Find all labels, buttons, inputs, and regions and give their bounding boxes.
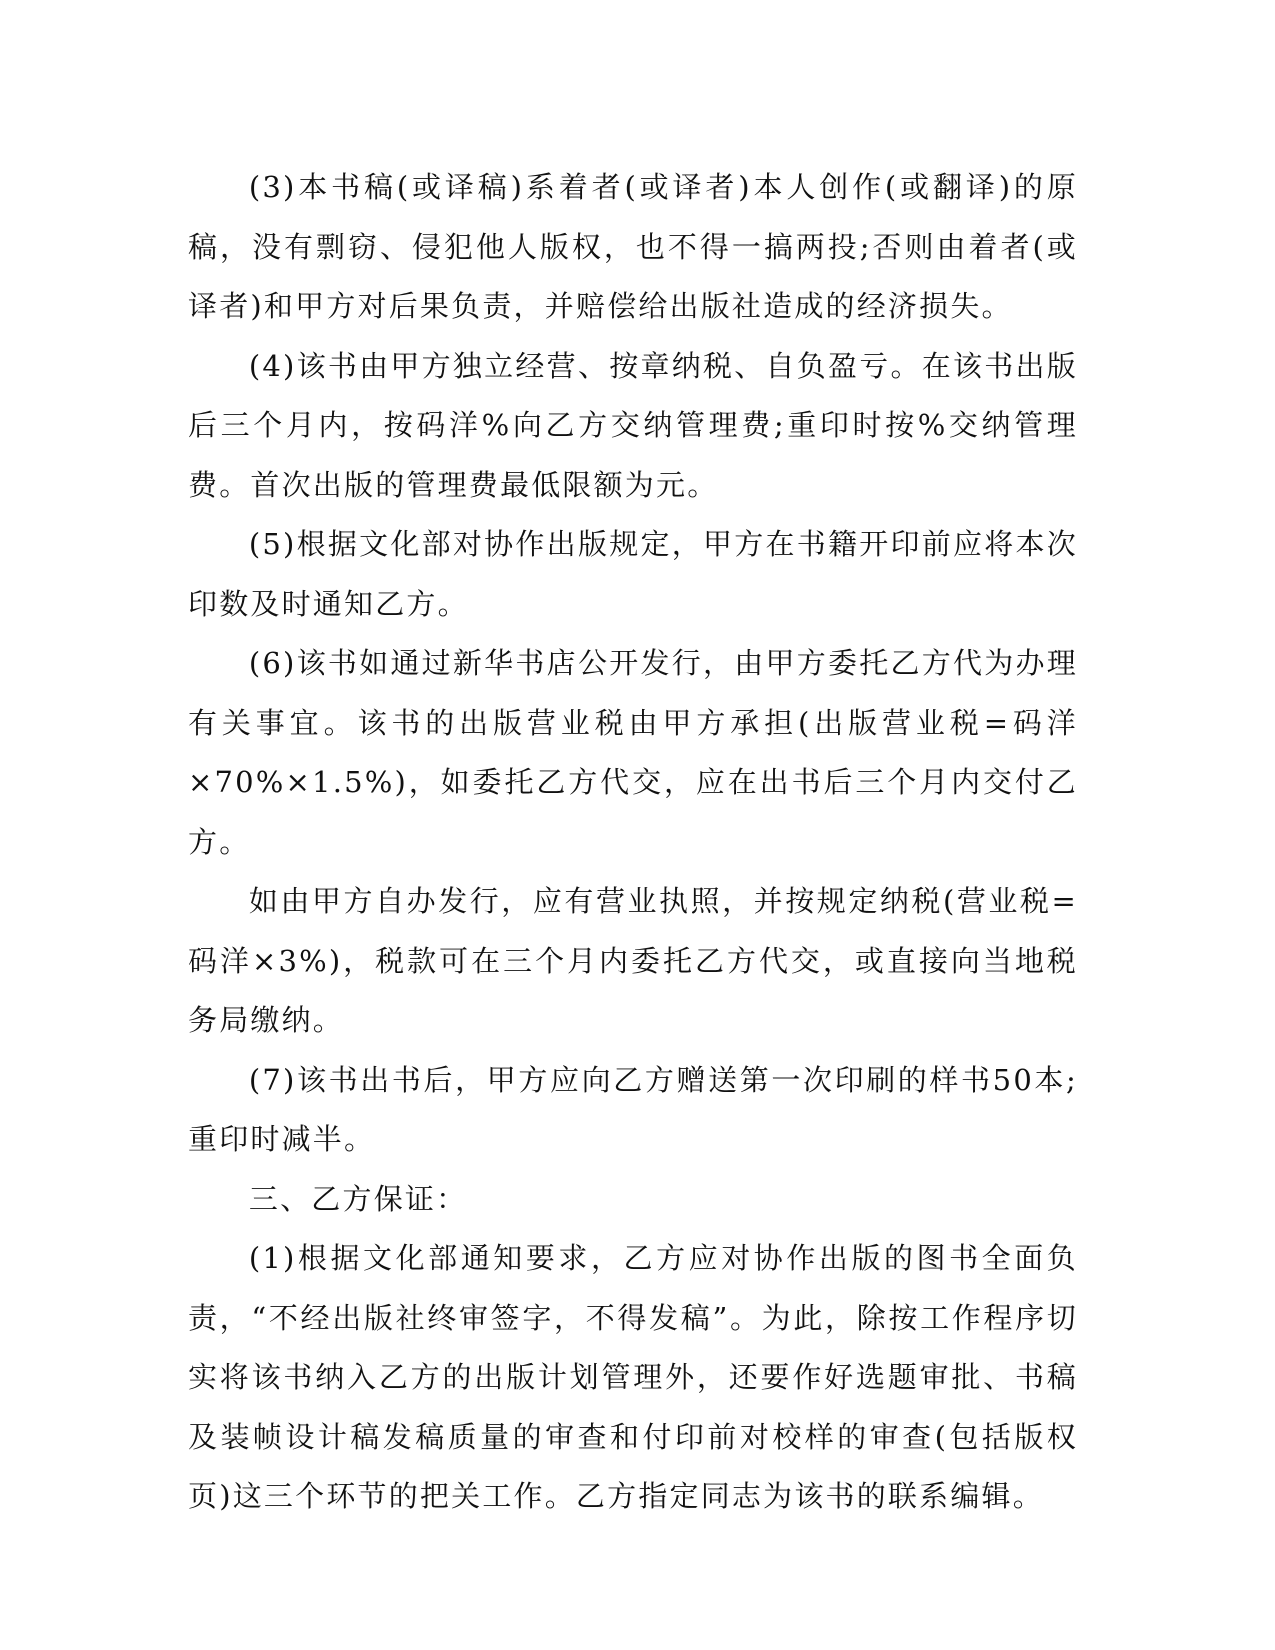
- paragraph-clause-3: (3)本书稿(或译稿)系着者(或译者)本人创作(或翻译)的原稿，没有剽窃、侵犯他人版权，也不得一搞两投;否则由着者(或译者)和甲方对后果负责，并赔偿给出版社造成的经济损失。: [188, 170, 1078, 323]
- section-heading-party-b: 三、乙方保证：: [248, 1181, 468, 1216]
- paragraph-self-distribution: 如由甲方自办发行，应有营业执照，并按规定纳税(营业税=码洋×3%)，税款可在三个月内委托乙方代交，或直接向当地税务局缴纳。: [188, 884, 1078, 1037]
- paragraph-clause-5: (5)根据文化部对协作出版规定，甲方在书籍开印前应将本次印数及时通知乙方。: [188, 527, 1078, 621]
- document-body: [188, 158, 1078, 1527]
- paragraph-clause-4: (4)该书由甲方独立经营、按章纳税、自负盈亏。在该书出版后三个月内，按码洋%向乙方交纳管理费;重印时按%交纳管理费。首次出版的管理费最低限额为元。: [188, 348, 1078, 502]
- paragraph-clause-7: (7)该书出书后，甲方应向乙方赠送第一次印刷的样书50本;重印时减半。: [188, 1062, 1078, 1156]
- paragraph-clause-6: (6)该书如通过新华书店公开发行，由甲方委托乙方代为办理有关事宜。该书的出版营业税由甲方承担(出版营业税=码洋×70%×1.5%)，如委托乙方代交，应在出书后三个月内交付乙方。: [188, 646, 1078, 859]
- paragraph-party-b-clause-1: (1)根据文化部通知要求，乙方应对协作出版的图书全面负责，“不经出版社终审签字，不得发稿”。为此，除按工作程序切实将该书纳入乙方的出版计划管理外，还要作好选题审批、书稿及装帧设计稿发稿质量的审查和付印前对校样的审查(包括版权页)这三个环节的把关工作。乙方指定同志为该书的联系编辑。: [188, 1241, 1078, 1513]
